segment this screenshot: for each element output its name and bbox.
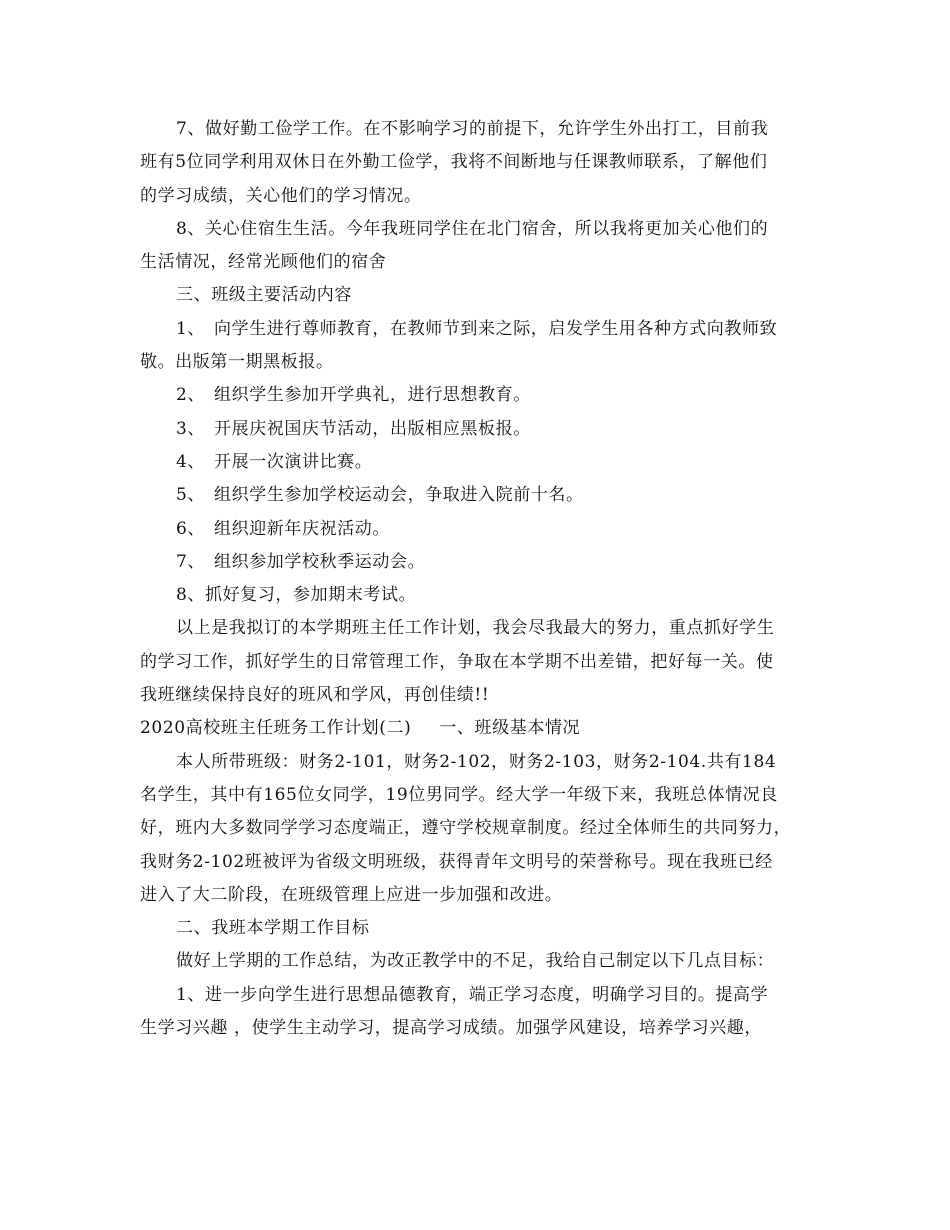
list-item-text: 组织参加学校秋季运动会。 bbox=[214, 551, 426, 572]
list-item-text: 开展一次演讲比赛。 bbox=[214, 451, 373, 472]
section-heading: 二、我班本学期工作目标 bbox=[176, 918, 370, 939]
list-item bbox=[140, 379, 830, 412]
section-heading: 三、班级主要活动内容 bbox=[176, 285, 352, 306]
list-number: 3、 bbox=[176, 418, 206, 439]
list-number: 2、 bbox=[176, 385, 206, 406]
paragraph-line: 班有5位同学利用双休日在外勤工俭学，我将不间断地与任课教师联系，了解他们 bbox=[140, 152, 768, 173]
list-item bbox=[140, 479, 830, 512]
paragraph-line: 8、抓好复习，参加期末考试。 bbox=[176, 585, 417, 606]
paragraph-line: 我班继续保持良好的班风和学风，再创佳绩!! bbox=[140, 685, 490, 706]
list-item-text: 组织迎新年庆祝活动。 bbox=[214, 518, 390, 539]
list-item bbox=[140, 413, 830, 446]
paragraph-line: 名学生，其中有165位女同学，19位男同学。经大学一年级下来，我班总体情况良 bbox=[140, 784, 778, 805]
paragraph-line: 的学习成绩，关心他们的学习情况。 bbox=[140, 185, 422, 206]
list-item-text: 组织学生参加学校运动会，争取进入院前十名。 bbox=[214, 485, 584, 506]
list-item bbox=[140, 546, 830, 579]
paragraph-line: 进入了大二阶段，在班级管理上应进一步加强和改进。 bbox=[140, 884, 563, 905]
list-item bbox=[140, 313, 830, 346]
list-item-text: 组织学生参加开学典礼，进行思想教育。 bbox=[214, 385, 531, 406]
list-number: 1、 bbox=[176, 318, 206, 339]
paragraph-line: 的学习工作，抓好学生的日常管理工作，争取在本学期不出差错，把好每一关。使 bbox=[140, 651, 774, 672]
list-item-text: 开展庆祝国庆节活动，出版相应黑板报。 bbox=[214, 418, 531, 439]
paragraph-line: 生学习兴趣 ，使学生主动学习，提高学习成绩。加强学风建设，培养学习兴趣， bbox=[140, 1018, 763, 1039]
paragraph-line: 1、进一步向学生进行思想品德教育，端正学习态度，明确学习目的。提高学 bbox=[176, 984, 769, 1005]
list-number: 4、 bbox=[176, 451, 206, 472]
paragraph-line: 我财务2-102班被评为省级文明班级，获得青年文明号的荣誉称号。现在我班已经 bbox=[140, 851, 773, 872]
list-item bbox=[140, 513, 830, 546]
paragraph-line: 以上是我拟订的本学期班主任工作计划，我会尽我最大的努力，重点抓好学生 bbox=[176, 618, 775, 639]
document-body bbox=[140, 113, 830, 1045]
document-title: 2020高校班主任班务工作计划(二) bbox=[140, 718, 412, 739]
paragraph-line: 敬。出版第一期黑板报。 bbox=[140, 352, 334, 373]
document-title-line bbox=[140, 712, 830, 745]
paragraph-line: 本人所带班级：财务2-101，财务2-102，财务2-103，财务2-104.共有184 bbox=[176, 751, 777, 772]
list-number: 5、 bbox=[176, 485, 206, 506]
paragraph-line: 8、关心住宿生生活。今年我班同学住在北门宿舍，所以我将更加关心他们的 bbox=[176, 218, 769, 239]
paragraph-line: 生活情况，经常光顾他们的宿舍 bbox=[140, 252, 387, 273]
paragraph-line: 做好上学期的工作总结，为改正教学中的不足，我给自己制定以下几点目标： bbox=[176, 951, 775, 972]
list-item-text: 向学生进行尊师教育，在教师节到来之际，启发学生用各种方式向教师致 bbox=[214, 318, 778, 339]
section-heading: 一、班级基本情况 bbox=[439, 718, 581, 739]
list-item bbox=[140, 446, 830, 479]
list-number: 6、 bbox=[176, 518, 206, 539]
list-number: 7、 bbox=[176, 551, 206, 572]
paragraph-line: 好，班内大多数同学学习态度端正，遵守学校规章制度。经过全体师生的共同努力， bbox=[140, 818, 792, 839]
paragraph-line: 7、做好勤工俭学工作。在不影响学习的前提下，允许学生外出打工，目前我 bbox=[176, 119, 769, 139]
